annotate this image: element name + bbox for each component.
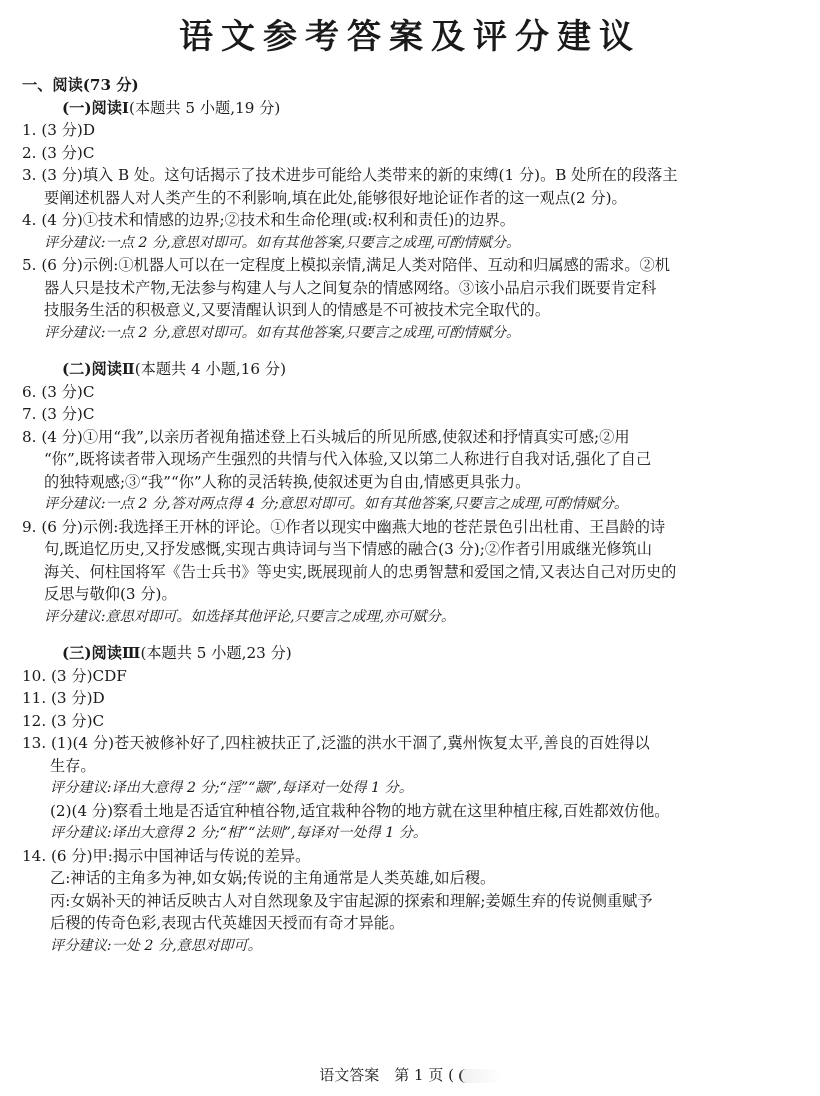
page-title: 语文参考答案及评分建议 bbox=[179, 17, 641, 57]
reading-1-heading bbox=[22, 97, 798, 120]
answer-line: 10. (3 分)CDF bbox=[22, 666, 127, 685]
answer-line: 要阐述机器人对人类产生的不利影响,填在此处,能够很好地论证作者的这一观点(2 分)。 bbox=[44, 188, 627, 207]
reading-2-title: (二)阅读Ⅱ bbox=[62, 360, 135, 378]
answer-line: 2. (3 分)C bbox=[22, 143, 95, 162]
answer-content bbox=[0, 74, 820, 957]
answer-line: 器人只是技术产物,无法参与构建人与人之间复杂的情感网络。③该小品启示我们既要肯定科 bbox=[44, 278, 657, 297]
reading-2-desc: (本题共 4 小题,16 分) bbox=[134, 360, 287, 378]
answer-line: “你”,既将读者带入现场产生强烈的共情与代入体验,又以第二人称进行自我对话,强化了自己 bbox=[44, 450, 652, 468]
reading-1-desc: (本题共 5 小题,19 分) bbox=[129, 98, 281, 117]
answer-line: 13. (1)(4 分)苍天被修补好了,四柱被扶正了,泛滥的洪水干涸了,冀州恢复太平,善良的百姓得以 bbox=[22, 734, 650, 752]
answer-line: 5. (6 分)示例:①机器人可以在一定程度上模拟亲情,满足人类对陪伴、互动和归属感的需求。②机 bbox=[22, 256, 670, 274]
scoring-note: 评分建议:译出大意得 2 分;“相”“法则”,每译对一处得 1 分。 bbox=[50, 825, 428, 841]
scoring-note: 评分建议:意思对即可。如选择其他评论,只要言之成理,亦可赋分。 bbox=[44, 608, 456, 625]
answer-line: 1. (3 分)D bbox=[22, 121, 96, 139]
footer-text: 语文答案 第 1 页 ( bbox=[319, 1066, 454, 1084]
answer-line: 7. (3 分)C bbox=[22, 405, 95, 423]
answer-line: 的独特观感;③“我”“你”人称的灵活转换,使叙述更为自由,情感更具张力。 bbox=[44, 472, 531, 491]
reading-3-desc: (本题共 5 小题,23 分) bbox=[140, 644, 292, 662]
answer-line: 海关、何柱国将军《告士兵书》等史实,既展现前人的忠勇智慧和爱国之情,又表达自己对历史的 bbox=[44, 562, 677, 581]
answer-line: 乙:神话的主角多为神,如女娲;传说的主角通常是人类英雄,如后稷。 bbox=[50, 869, 496, 887]
answer-line: 9. (6 分)示例:我选择王开林的评论。①作者以现实中幽燕大地的苍茫景色引出杜甫、王昌龄的诗 bbox=[22, 517, 666, 536]
redacted-mark bbox=[459, 1069, 501, 1083]
scoring-note: 评分建议:译出大意得 2 分;“淫”“颛”,每译对一处得 1 分。 bbox=[50, 780, 413, 796]
reading-1-title: (一)阅读Ⅰ bbox=[62, 98, 130, 117]
scoring-note: 评分建议:一点 2 分,答对两点得 4 分;意思对即可。如有其他答案,只要言之成理,可酌情赋分。 bbox=[44, 496, 629, 512]
answer-line: 12. (3 分)C bbox=[22, 711, 105, 730]
reading-2-heading bbox=[22, 358, 798, 381]
reading-3-title: (三)阅读Ⅲ bbox=[62, 644, 141, 662]
answer-line: 3. (3 分)填入 B 处。这句话揭示了技术进步可能给人类带来的新的束缚(1 分)。B 处所在的段落主 bbox=[22, 166, 678, 184]
answer-line: 6. (3 分)C bbox=[22, 382, 95, 401]
answer-line: 生存。 bbox=[50, 756, 96, 775]
spacer bbox=[22, 628, 798, 642]
scoring-note: 评分建议:一点 2 分,意思对即可。如有其他答案,只要言之成理,可酌情赋分。 bbox=[44, 324, 521, 341]
answer-line: 8. (4 分)①用“我”,以亲历者视角描述登上石头城后的所见所感,使叙述和抒情真实可感;②用 bbox=[22, 427, 630, 446]
answer-line: 反思与敬仰(3 分)。 bbox=[44, 585, 177, 603]
answer-line: 4. (4 分)①技术和情感的边界;②技术和生命伦理(或:权利和责任)的边界。 bbox=[22, 211, 515, 229]
answer-line: 丙:女娲补天的神话反映古人对自然现象及宇宙起源的探索和理解;姜嫄生弃的传说侧重赋予 bbox=[50, 891, 653, 910]
answer-line: 后稷的传奇色彩,表现古代英雄因天授而有奇才异能。 bbox=[50, 914, 405, 932]
page-footer bbox=[0, 1064, 820, 1085]
reading-3-heading bbox=[22, 642, 798, 665]
answer-line: (2)(4 分)察看土地是否适宜种植谷物,适宜栽种谷物的地方就在这里种植庄稼,百姓都效仿他。 bbox=[50, 801, 670, 820]
answer-line: 11. (3 分)D bbox=[22, 689, 105, 707]
answer-line: 14. (6 分)甲:揭示中国神话与传说的差异。 bbox=[22, 846, 311, 865]
scoring-note: 评分建议:一点 2 分,意思对即可。如有其他答案,只要言之成理,可酌情赋分。 bbox=[44, 234, 521, 251]
answer-line: 句,既追忆历史,又抒发感慨,实现古典诗词与当下情感的融合(3 分);②作者引用戚继光修筑山 bbox=[44, 540, 652, 558]
spacer bbox=[22, 344, 798, 358]
scoring-note: 评分建议:一处 2 分,意思对即可。 bbox=[50, 937, 262, 954]
section-heading: 一、阅读(73 分) bbox=[22, 76, 139, 94]
answer-line: 技服务生活的积极意义,又要清醒认识到人的情感是不可被技术完全取代的。 bbox=[44, 301, 551, 319]
